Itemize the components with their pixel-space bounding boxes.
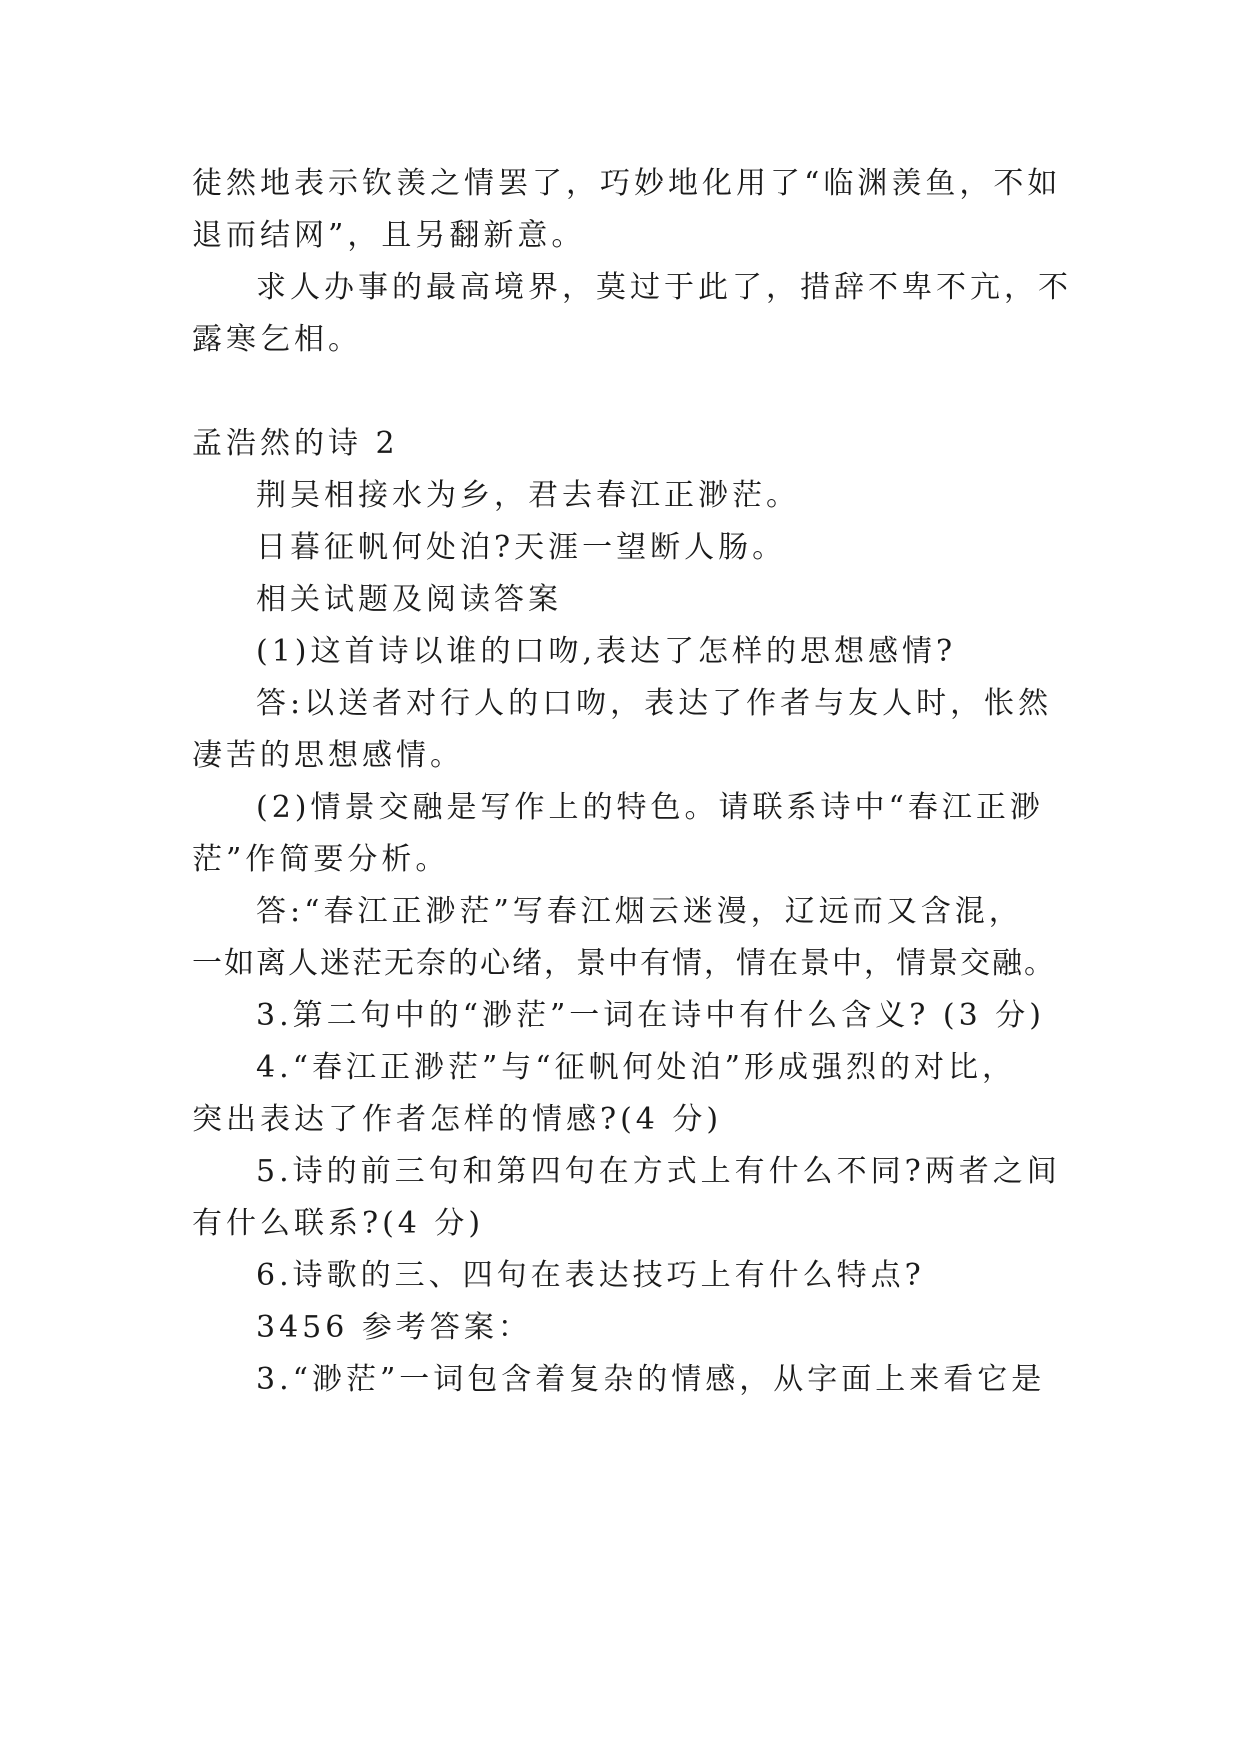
question-line: 茫”作简要分析。	[192, 842, 450, 877]
answer-line: 3.“渺茫”一词包含着复杂的情感，从字面上来看它是	[256, 1362, 1046, 1397]
paragraph-line: 退而结网”，且另翻新意。	[192, 218, 586, 253]
poem-line: 日暮征帆何处泊?天涯一望断人肠。	[256, 530, 787, 565]
answer-line: 答:“春江正渺茫”写春江烟云迷漫，辽远而又含混，	[256, 894, 1023, 929]
question-line: 有什么联系?(4 分)	[192, 1206, 485, 1241]
subheading: 相关试题及阅读答案	[256, 582, 562, 617]
question-line: 4.“春江正渺茫”与“征帆何处泊”形成强烈的对比，	[256, 1050, 1016, 1085]
question-line: 突出表达了作者怎样的情感?(4 分)	[192, 1102, 723, 1137]
subheading: 3456 参考答案：	[256, 1310, 532, 1345]
section-heading: 孟浩然的诗 2	[192, 426, 399, 461]
paragraph-line: 求人办事的最高境界，莫过于此了，措辞不卑不亢，不	[256, 270, 1072, 305]
answer-line: 凄苦的思想感情。	[192, 738, 464, 773]
paragraph-line: 徒然地表示钦羡之情罢了，巧妙地化用了“临渊羡鱼，不如	[192, 166, 1062, 201]
question-line: 6.诗歌的三、四句在表达技巧上有什么特点?	[256, 1258, 925, 1293]
answer-line: 一如离人迷茫无奈的心绪，景中有情，情在景中，情景交融。	[192, 946, 1056, 981]
question-line: 5.诗的前三句和第四句在方式上有什么不同?两者之间	[256, 1154, 1061, 1189]
paragraph-line: 露寒乞相。	[192, 322, 362, 357]
question-line: 3.第二句中的“渺茫”一词在诗中有什么含义? (3 分)	[256, 998, 1045, 1033]
question-line: (2)情景交融是写作上的特色。请联系诗中“春江正渺	[256, 790, 1044, 825]
poem-line: 荆吴相接水为乡，君去春江正渺茫。	[256, 478, 800, 513]
question-line: (1)这首诗以谁的口吻,表达了怎样的思想感情?	[256, 634, 957, 669]
answer-line: 答:以送者对行人的口吻，表达了作者与友人时，怅然	[256, 686, 1053, 721]
